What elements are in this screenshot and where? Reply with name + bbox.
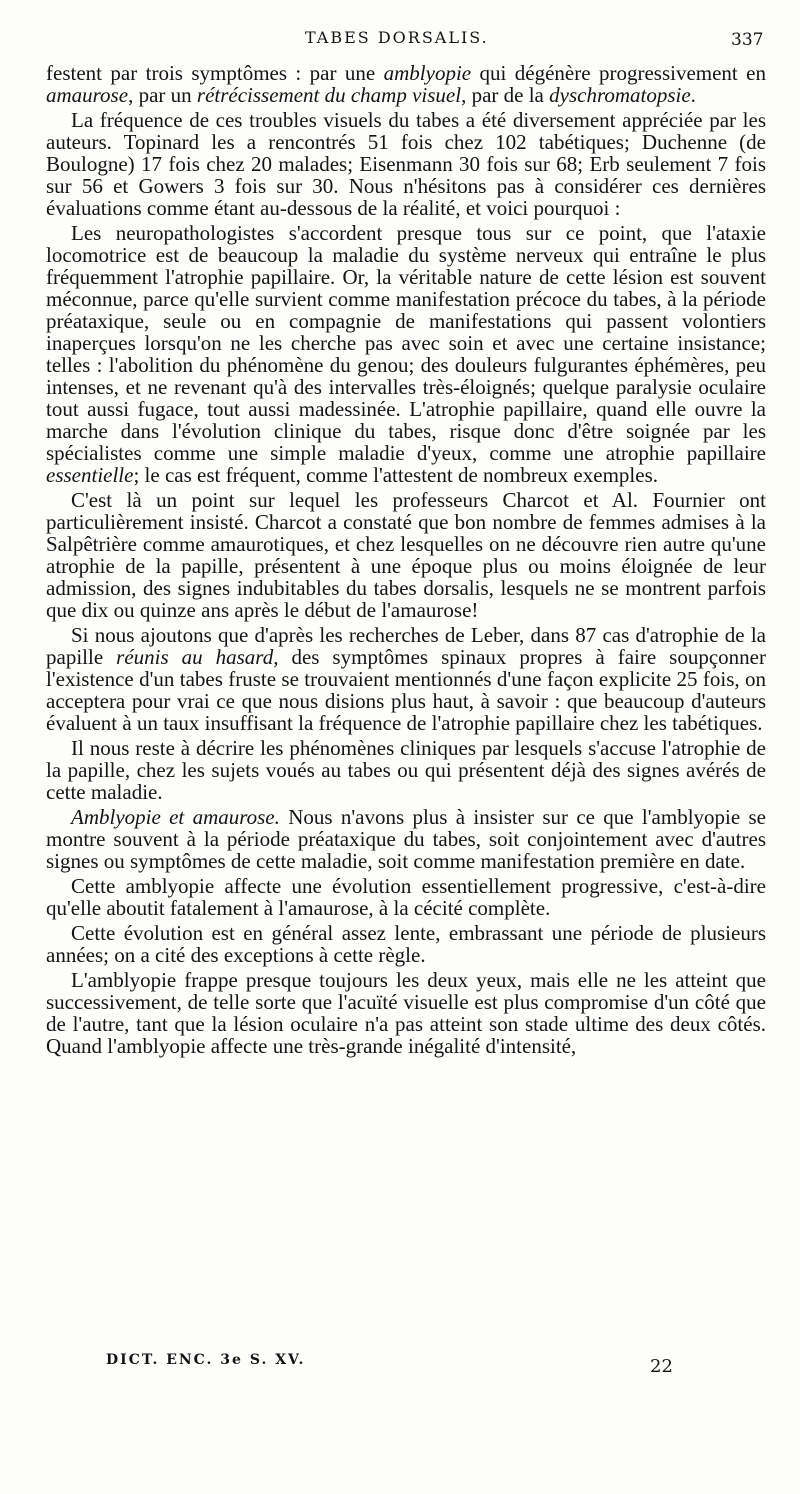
paragraph: C'est là un point sur lequel les professeurs Charcot et Al. Fournier ont particulièrement insisté. Charcot a constaté que bon nombre de femmes admises à la Salpêtrière comme amaurotiques, et chez lesquelles on ne découvre rien autre qu'une atrophie de la papille, présentent à une époque plus ou moins éloignée de leur admission, des signes indubitables du tabes dorsalis, lesquels ne se montrent parfois que dix ou quinze ans après le début de l'amaurose! <box>46 488 766 622</box>
italic-term: essentielle <box>46 463 134 487</box>
italic-term: réunis au hasard <box>116 645 274 669</box>
paragraph: La fréquence de ces troubles visuels du tabes a été diversement appréciée par les auteurs. Topinard les a rencontrés 51 fois chez 102 tabétiques; Duchenne (de Boulogne) 17 fois chez 20 malades; Eisenmann 30 fois sur 68; Erb seulement 7 fois sur 56 et Gowers 3 fois sur 30. Nous n'hésitons pas à considérer ces dernières évaluations comme étant au-dessous de la réalité, et voici pourquoi : <box>46 108 766 220</box>
page-number: 337 <box>731 30 764 50</box>
italic-term: amaurose <box>46 83 129 107</box>
paragraph: Amblyopie et amaurose. Nous n'avons plus à insister sur ce que l'amblyopie se montre souvent à la période préataxique du tabes, soit conjointement avec d'autres signes ou symptômes de cette maladie, soit comme manifestation première en date. <box>46 805 766 873</box>
paragraph: L'amblyopie frappe presque toujours les deux yeux, mais elle ne les atteint que successivement, de telle sorte que l'acuïté visuelle est plus compromise d'un côté que de l'autre, tant que la lésion oculaire n'a pas atteint son stade ultime des deux côtés. Quand l'amblyopie affecte une très-grande inégalité d'intensité, <box>46 968 766 1058</box>
sheet-number: 22 <box>650 1356 673 1377</box>
paragraph: festent par trois symptômes : par une amblyopie qui dégénère progressivement en amaurose, par un rétrécissement du champ visuel, par de la dyschromatopsie. <box>46 61 766 107</box>
page-footer <box>0 1352 800 1376</box>
paragraph: Si nous ajoutons que d'après les recherches de Leber, dans 87 cas d'atrophie de la papille réunis au hasard, des symptômes spinaux propres à faire soupçonner l'existence d'un tabes fruste se trouvaient mentionnés d'une façon explicite 25 fois, on acceptera pour vrai ce que nous disions plus haut, à savoir : que beaucoup d'auteurs évaluent à un taux insuffisant la fréquence de l'atrophie papillaire chez les tabétiques. <box>46 623 766 735</box>
paragraph: Cette amblyopie affecte une évolution essentiellement progressive, c'est-à-dire qu'elle aboutit fatalement à l'amaurose, à la cécité complète. <box>46 874 766 920</box>
running-title: TABES DORSALIS. <box>305 28 489 47</box>
italic-term: Amblyopie et amaurose. <box>71 805 280 829</box>
body-text <box>46 62 766 1060</box>
italic-term: rétrécissement du champ visuel <box>196 83 462 107</box>
paragraph: Cette évolution est en général assez lente, embrassant une période de plusieurs années; on a cité des exceptions à cette règle. <box>46 921 766 967</box>
italic-term: amblyopie <box>383 61 472 85</box>
paragraph: Les neuropathologistes s'accordent presque tous sur ce point, que l'ataxie locomotrice est de beaucoup la maladie du système nerveux qui entraîne le plus fréquemment l'atrophie papillaire. Or, la véritable nature de cette lésion est souvent méconnue, parce qu'elle survient comme manifestation précoce du tabes, à la période préataxique, seule ou en compagnie de manifestations qui passent volontiers inaperçues lorsqu'on ne les cherche pas avec soin et avec une certaine insistance; telles : l'abolition du phénomène du genou; des douleurs fulgurantes éphémères, peu intenses, et ne revenant qu'à des intervalles très-éloignés; quelque paralysie oculaire tout aussi fugace, tout aussi madessinée. L'atrophie papillaire, quand elle ouvre la marche dans l'évolution clinique du tabes, risque donc d'être soignée par les spécialistes comme une simple maladie d'yeux, comme une atrophie papillaire essentielle; le cas est fréquent, comme l'attestent de nombreux exemples. <box>46 221 766 487</box>
printer-signature: DICT. ENC. 3e S. XV. <box>106 1352 306 1368</box>
paragraph: Il nous reste à décrire les phénomènes cliniques par lesquels s'accuse l'atrophie de la papille, chez les sujets voués au tabes ou qui présentent déjà des signes avérés de cette maladie. <box>46 736 766 804</box>
italic-term: dyschromatopsie <box>549 83 691 107</box>
running-head <box>0 28 800 52</box>
